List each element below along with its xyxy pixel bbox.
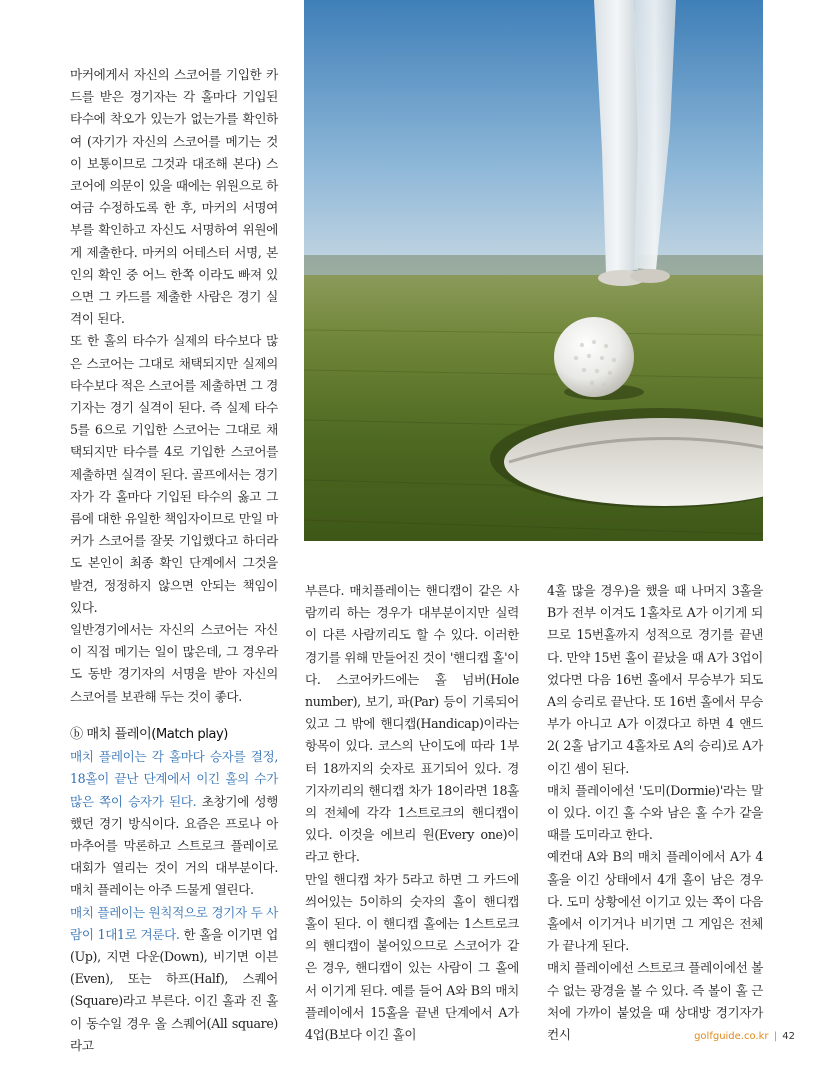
highlight-text: 매치 플레이는 각 홀마다 승자를 결정, 18홀이 끝난 단계에서 이긴 홀의 수가 많은 쪽이 승자가 된다. [70,749,278,809]
paragraph [70,902,278,1057]
paragraph: 만일 핸디캡 차가 5라고 하면 그 카드에 씌어있는 5이하의 숫자의 홀이 핸디캡 홀이 된다. 이 핸디캡 홀에는 1스트로크의 핸디캡이 붙어있으므로 스코어가 같은 경우, 핸디캡이 있는 사람이 그 홀에서 이기게 된다. 예를 들어 A와 B의 매치 플레이에서 15홀을 끝낸 단계에서 A가 4업(B보다 이긴 홀이 [305,871,519,1043]
paragraph: 또 한 홀의 타수가 실제의 타수보다 많은 스코어는 그대로 채택되지만 실제의 타수보다 적은 스코어를 제출하면 그 경기자는 경기 실격이 된다. 즉 실제 타수 5를 6으로 기입한 스코어는 그대로 채택되지만 타수를 4로 기입한 스코어를 제출하면 실격이 된다. 골프에서는 경기자가 각 홀마다 기입된 타수의 옳고 그름에 대한 유일한 책임자이므로 만일 마커가 스코어를 잘못 기입했다고 하더라도 본인이 최종 확인 단계에서 그것을 발견, 정정하지 않으면 안되는 책임이 있다. [70,333,278,615]
site-url[interactable]: golfguide.co.kr [694,1031,769,1042]
section-title: ⓑ 매치 플레이(Match play) [70,726,228,742]
paragraph-text: 초창기에 성행했던 경기 방식이다. 요즘은 프로나 아마추어를 막론하고 스트로크 플레이로 대회가 열리는 것이 거의 대부분이다. 매치 플레이는 아주 드물게 열린다. [70,793,279,898]
footer-separator: | [773,1031,778,1042]
text-column-1 [70,64,278,1057]
paragraph: 부른다. 매치플레이는 핸디캡이 같은 사람끼리 하는 경우가 대부분이지만 실력이 다른 사람끼리도 할 수 있다. 이러한 경기를 위해 만들어진 것이 '핸디캡 홀'이다. 스코어카드에는 홀 넘버(Hole number), 보기, 파(Par) 등이 기록되어 있고 그 밖에 핸디캡(Handicap)이라는 항목이 있다. 코스의 난이도에 따라 1부터 18까지의 숫자로 표기되어 있다. 경기자끼리의 핸디캡 차가 18이라면 18홀의 전체에 각각 1스트로크의 핸디캡이 있다. 이것을 에브리 원(Every one)이라고 한다. [305,583,519,865]
paragraph: 일반경기에서는 자신의 스코어는 자신이 직접 메기는 일이 많은데, 그 경우라도 동반 경기자의 서명을 받아 자신의 스코어를 보관해 두는 것이 좋다. [70,622,278,704]
page-footer [694,1031,795,1042]
highlight-text: 매치 플레이는 원칙적으로 경기자 두 사람이 1대1로 겨룬다. [70,904,278,942]
text-column-2 [305,580,519,1046]
paragraph: 매치 플레이에선 '도미(Dormie)'라는 말이 있다. 이긴 홀 수와 남은 홀 수가 같을 때를 도미라고 한다. [547,782,763,843]
paragraph: 마커에게서 자신의 스코어를 기입한 카드를 받은 경기자는 각 홀마다 기입된 타수에 착오가 있는가 없는가를 확인하여 (자기가 자신의 스코어를 메기는 것이 보통이므로 그것과 대조해 본다) 스코어에 의문이 있을 때에는 위원으로 하여금 수정하도록 한 후, 마커의 서명여부를 확인하고 자신도 서명하여 위원에게 제출한다. 마커의 어테스터 서명, 본인의 확인 중 어느 한쪽 이라도 빠져 있으면 그 카드를 제출한 사람은 경기 실격이 된다. [70,67,278,327]
paragraph: 4홀 많을 경우)을 했을 때 나머지 3홀을 B가 전부 이겨도 1홀차로 A가 이기게 되므로 15번홀까지 성적으로 경기를 끝낸다. 만약 15번 홀이 끝났을 때 A가 3업이었다면 다음 16번 홀에서 무승부가 되도 A의 승리로 끝난다. 또 16번 홀에서 무승부가 아니고 A가 이겼다고 하면 4 앤드 2( 2홀 남기고 4홀차로 A의 승리)로 A가 이긴 셈이 된다. [547,583,763,776]
paragraph-text: 한 홀을 이기면 업(Up), 지면 다운(Down), 비기면 이븐(Even), 또는 하프(Half), 스퀘어(Square)라고 부른다. 이긴 홀과 진 홀이 동수일 경우 올 스퀘어(All square)라고 [70,926,278,1053]
paragraph: 매치 플레이에선 스트로크 플레이에선 볼 수 없는 광경을 볼 수 있다. 즉 볼이 홀 근처에 가까이 붙었을 때 상대방 경기자가 컨시 [547,960,763,1043]
page-number: 42 [782,1031,795,1042]
paragraph: 예컨대 A와 B의 매치 플레이에서 A가 4홀을 이긴 상태에서 4개 홀이 남은 경우다. 도미 상황에선 이기고 있는 쪽이 다음 홀에서 이기거나 비기면 그 게임은 전체가 끝나게 된다. [547,849,763,954]
paragraph [70,746,278,901]
golf-photo [304,0,763,541]
text-column-3 [547,580,763,1046]
golf-ball-photo-image [304,0,763,541]
